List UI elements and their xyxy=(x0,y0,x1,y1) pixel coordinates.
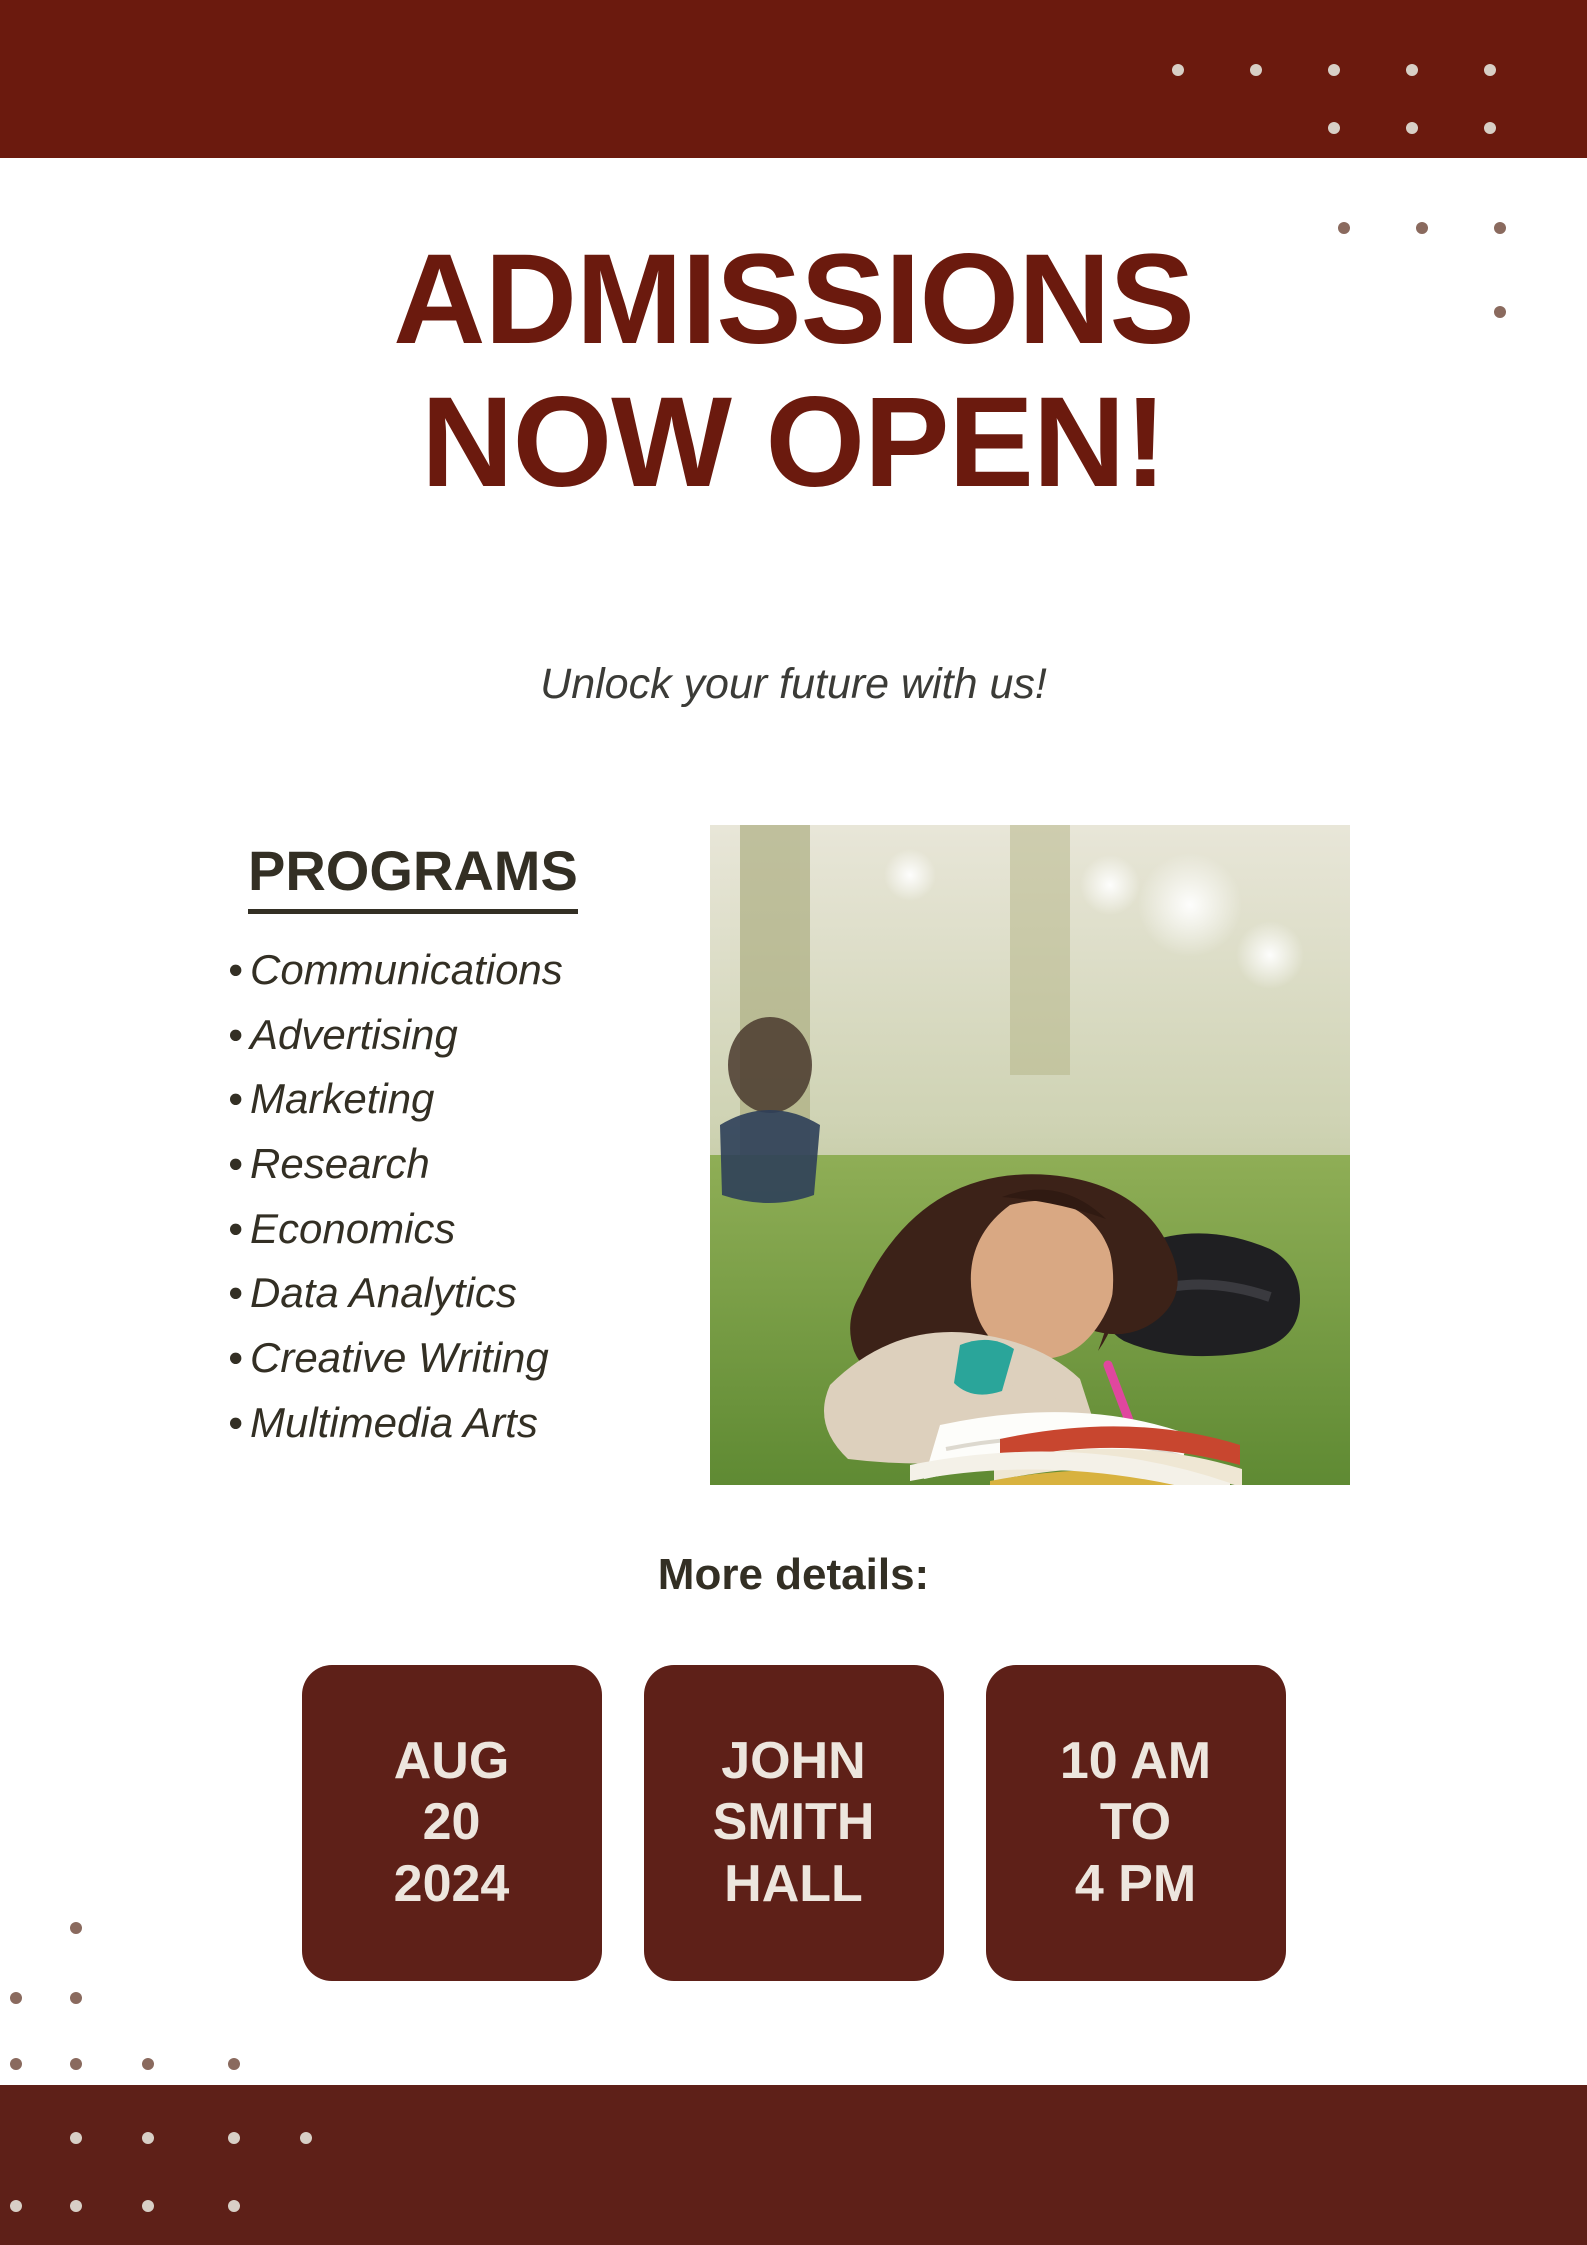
time-card-line-2: TO xyxy=(1099,1793,1172,1852)
list-item: • Multimedia Arts xyxy=(228,1391,698,1456)
programs-list xyxy=(228,938,698,1455)
time-card-line-1: 10 AM xyxy=(1059,1731,1212,1790)
programs-section xyxy=(228,838,698,1455)
time-card-line-3: 4 PM xyxy=(1074,1854,1197,1913)
list-item: • Research xyxy=(228,1132,698,1197)
date-card xyxy=(302,1665,602,1981)
list-item: • Communications xyxy=(228,938,698,1003)
list-item: • Creative Writing xyxy=(228,1326,698,1391)
date-card-line-1: AUG xyxy=(393,1731,510,1790)
poster-headline xyxy=(0,228,1587,515)
time-card xyxy=(986,1665,1286,1981)
venue-card-line-3: HALL xyxy=(724,1854,863,1913)
headline-line-1: ADMISSIONS xyxy=(393,228,1194,371)
list-item: • Data Analytics xyxy=(228,1261,698,1326)
venue-card xyxy=(644,1665,944,1981)
headline-line-2: NOW OPEN! xyxy=(421,371,1166,515)
programs-title: PROGRAMS xyxy=(248,838,578,914)
student-studying-on-grass-photo xyxy=(710,825,1350,1485)
more-details-label: More details: xyxy=(657,1550,930,1599)
venue-card-line-1: JOHN xyxy=(721,1731,866,1790)
list-item: • Economics xyxy=(228,1197,698,1262)
poster-subheadline: Unlock your future with us! xyxy=(540,660,1047,708)
venue-card-line-2: SMITH xyxy=(712,1793,875,1852)
date-card-line-2: 20 xyxy=(422,1793,481,1852)
list-item: • Marketing xyxy=(228,1067,698,1132)
info-cards-row xyxy=(0,1665,1587,1981)
list-item: • Advertising xyxy=(228,1003,698,1068)
date-card-line-3: 2024 xyxy=(393,1854,510,1913)
